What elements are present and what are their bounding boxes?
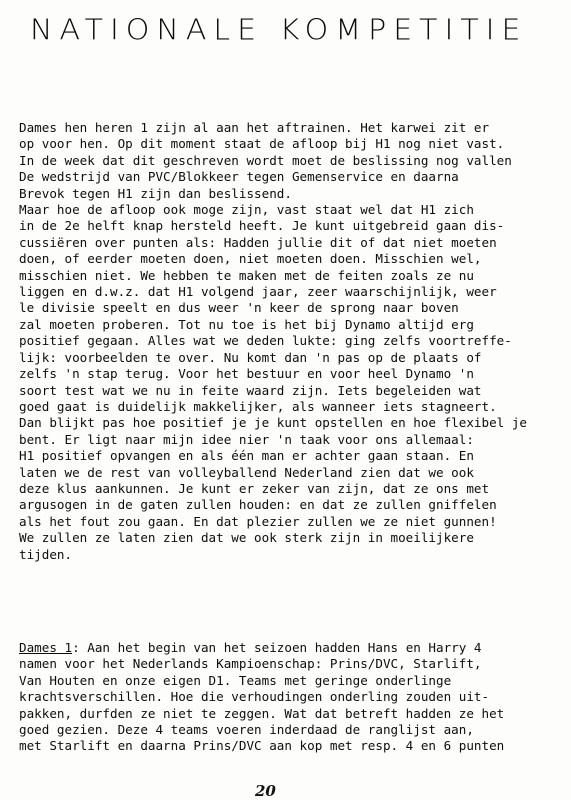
article-paragraph (19, 120, 559, 563)
text-line: lijk: voorbeelden te over. Nu komt dan 'n pas op de plaats of (19, 349, 482, 365)
section-body (19, 656, 559, 754)
text-line: zal moeten proberen. Tot nu toe is het bij Dynamo altijd erg (19, 316, 474, 332)
section-heading: Dames 1 (19, 640, 73, 655)
text-line: Brevok tegen H1 zijn dan beslissend. (19, 185, 292, 201)
text-line: Dan blijkt pas hoe positief je je kunt opstellen en hoe flexibel je (19, 415, 527, 431)
page-number: 20 (255, 782, 276, 800)
text-line: met Starlift en daarna Prins/DVC aan kop met resp. 4 en 6 punten (19, 738, 505, 754)
text-line: De wedstrijd van PVC/Blokkeer tegen Gemenservice en daarna (19, 169, 459, 185)
text-line: liggen en d.w.z. dat H1 volgend jaar, zeer waarschijnlijk, weer (19, 284, 497, 300)
text-line: krachtsverschillen. Hoe die verhoudingen onderling zouden uit- (19, 689, 490, 705)
text-line: cussiëren over punten als: Hadden jullie dit of dat niet moeten (19, 234, 497, 250)
text-line: op voor hen. Op dit moment staat de afloop bij H1 nog niet vast. (19, 136, 505, 152)
text-line: namen voor het Nederlands Kampioenschap: Prins/DVC, Starlift, (19, 656, 482, 672)
dames-1-section (19, 640, 559, 755)
text-line: We zullen ze laten zien dat we ook sterk zijn in moeilijkere (19, 530, 474, 546)
text-line: zelfs 'n stap terug. Voor het bestuur en voor heel Dynamo 'n (19, 366, 474, 382)
text-line: positief gegaan. Alles wat we deden lukte: ging zelfs voortreffe- (19, 333, 512, 349)
text-line: in de 2e helft knap hersteld heeft. Je kunt uitgebreid gaan dis- (19, 218, 505, 234)
text-line: tijden. (19, 546, 73, 562)
section-first-line (19, 640, 559, 656)
text-line: laten we de rest van volleyballend Nederland zien dat we ook (19, 464, 474, 480)
text-line: argusogen in de gaten zullen houden: en dat ze zullen gniffelen (19, 497, 497, 513)
text-line: In de week dat dit geschreven wordt moet de beslissing nog vallen (19, 152, 512, 168)
text-line: le divisie speelt en dus weer 'n keer de sprong naar boven (19, 300, 459, 316)
text-line: bent. Er ligt naar mijn idee nier 'n taak voor ons allemaal: (19, 431, 474, 447)
text-line: goed gezien. Deze 4 teams voeren inderdaad de ranglijst aan, (19, 722, 474, 738)
page-title: NATIONALE KOMPETITIE (30, 14, 528, 48)
text-line: H1 positief opvangen en als één man er achter gaan staan. En (19, 448, 474, 464)
text-line: Maar hoe de afloop ook moge zijn, vast staat wel dat H1 zich (19, 202, 474, 218)
section-first-line-text: : Aan het begin van het seizoen hadden Hans en Harry 4 (72, 640, 482, 655)
text-line: deze klus aankunnen. Je kunt er zeker van zijn, dat ze ons met (19, 480, 490, 496)
text-line: als het fout zou gaan. En dat plezier zullen we ze niet gunnen! (19, 513, 497, 529)
text-line: Van Houten en onze eigen D1. Teams met geringe onderlinge (19, 672, 452, 688)
text-line: doen, of eerder moeten doen, niet moeten doen. Misschien wel, (19, 251, 482, 267)
text-line: pakken, durfden ze niet te zeggen. Wat dat betreft hadden ze het (19, 705, 505, 721)
text-line: misschien niet. We hebben te maken met de feiten zoals ze nu (19, 267, 474, 283)
text-line: soort test wat we nu in feite waard zijn. Iets begeleiden wat (19, 382, 482, 398)
text-line: goed gaat is duidelijk makkelijker, als wanneer iets stagneert. (19, 398, 497, 414)
text-line: Dames hen heren 1 zijn al aan het aftrainen. Het karwei zit er (19, 120, 490, 135)
